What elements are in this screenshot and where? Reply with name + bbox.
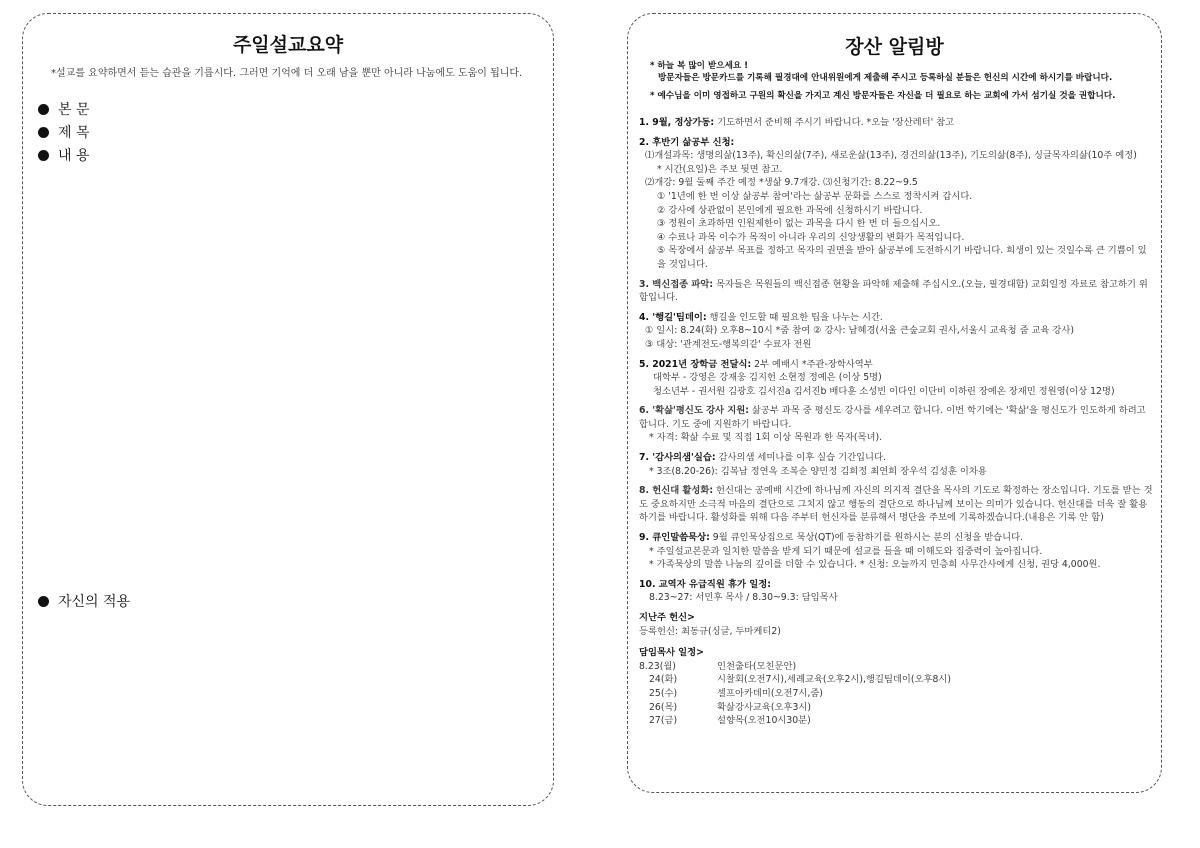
item-line: ⑴개설과목: 생명의삶(13주), 확신의삶(7주), 새로운삶(13주), 경건의삶(13주), 기도의삶(8주), 싱글목자의삶(10주 예정) [645,150,1137,162]
item-text: 삶공부 과목 중 평신도 강사를 세우려고 합니다. 이번 학기에는 '확삶'을 평신도가 인도하게 하려고 합니다. 기도 중에 지원하기 바랍니다. [639,405,1146,430]
announcement-item [639,358,1154,399]
item-line: ① 일시: 8.24(화) 오후8~10시 *줌 참여 ② 강사: 남혜경(서울 큰숲교회 권사,서울시 교육청 줌 교육 강사) [645,325,1075,337]
item-heading: 6. '확삶'평신도 강사 지원: [639,405,749,417]
offering-heading: 지난주 헌신> [639,612,695,623]
greeting-line: * 하늘 복 많이 받으세요 ! [650,61,749,71]
offering-section [639,611,1154,638]
bullet-dot-icon [38,104,49,115]
schedule-row [639,687,1154,701]
sermon-summary-note: *설교를 요약하면서 듣는 습관을 기릅시다. 그러면 기억에 더 오래 남을 뿐만 아니라 나눔에도 도움이 됩니다. [51,68,523,79]
item-text: 목자들은 목원들의 백신접종 현황을 파악해 제출해 주십시오.(오늘, 필경대함) 교회일정 자료로 참고하기 위함입니다. [639,278,1148,304]
pastor-schedule [639,646,1154,728]
announcement-item [639,116,1154,130]
schedule-event: 시찰회(오전7시),세례교육(오후2시),행길팀데이(오후8시) [717,674,952,686]
schedule-event: 확삶강사교육(오후3시) [717,701,811,713]
item-line: * 3조(8.20-26): 김복남 정연옥 조복순 양민정 김희정 최연희 장우석 김성훈 이차용 [649,465,987,477]
item-line: * 시간(요일)은 주보 뒷면 참고. [657,163,783,175]
announcement-list [639,116,1154,728]
schedule-event: 셀프아카데미(오전7시,줌) [717,687,823,699]
believer-notice: * 예수님을 이미 영접하고 구원의 확신을 가지고 계신 방문자들은 자신을 더 필요로 하는 교회에 가서 섬기실 것을 권합니다. [650,91,1116,101]
item-text: 2부 예배시 *주관-장학사역부 [751,358,873,370]
item-heading: 5. 2021년 장학금 전달식: [639,358,752,370]
bullet-label: 내 용 [58,148,90,164]
schedule-date: 8.23(월) [639,660,676,672]
bullet-label: 제 목 [58,125,90,141]
announcement-item [639,578,1154,605]
item-line: 청소년부 - 권서원 김광호 김서진a 김서진b 배다훈 소성빈 이다인 이단비 이하린 장예온 장재민 정원영(이상 12명) [653,385,1115,397]
bullet-label: 자신의 적용 [58,594,131,610]
bullet-dot-icon [38,127,49,138]
item-text: 9월 큐인묵상집으로 묵상(QT)에 동참하기를 원하시는 분의 신청을 받습니다. [709,532,1024,544]
item-line: * 주일설교본문과 일치한 말씀을 받게 되기 때문에 설교를 들을 때 이해도와 집중력이 높아집니다. [649,545,1043,557]
bullet-label: 본 문 [58,102,90,118]
schedule-row [639,701,1154,715]
item-heading: 10. 교역자 유급직원 휴가 일정: [639,578,771,590]
bullet-application [38,591,130,611]
schedule-date: 25(수) [649,687,678,699]
item-text: 헌신대는 공예배 시간에 하나님께 자신의 의지적 결단을 목사의 기도로 확정하는 장소입니다. 기도를 받는 것도 중요하지만 소극적 마음의 결단으로 그치지 않고 행동의 결단으로 하나님께 보이는 의미가 있습니다. 헌신대를 더욱 잘 활용하기를 바랍니다. 활성화를 위해 다음 주부터 헌신자를 분류해서 명단을 주보에 기록하겠습니다.(내용은 기록 안 함) [639,485,1153,524]
sermon-summary-panel [22,13,554,806]
bullet-title [38,122,90,142]
bullet-scripture [38,99,90,119]
item-text: 감사의샘 세미나를 이후 실습 기간입니다. [715,452,886,464]
item-text: 행길을 인도할 때 필요한 팁을 나누는 시간. [706,311,883,323]
announcement-item [639,531,1154,572]
item-heading: 8. 헌신대 활성화: [639,485,714,497]
schedule-event: 인천출타(모친문안) [717,660,797,672]
schedule-row [639,660,1154,674]
item-heading: 3. 백신접종 파악: [639,278,714,290]
schedule-row [639,714,1154,728]
announcement-item [639,311,1154,352]
announcement-item [639,484,1154,525]
item-line: ④ 수료나 과목 이수가 목적이 아니라 우리의 신앙생활의 변화가 목적입니다. [657,231,965,243]
item-heading: 9. 큐인말씀묵상: [639,532,710,544]
announcements-panel [627,13,1162,793]
item-heading: 7. '감사의샘'실습: [639,452,716,464]
item-heading: 4. '행길'팀데이: [639,311,707,323]
bullet-dot-icon [38,150,49,161]
announcement-item [639,136,1154,272]
bullet-content [38,145,90,165]
schedule-row [639,673,1154,687]
announcement-item [639,451,1154,478]
visitor-card-line: 방문자들은 방문카드를 기록해 필경대에 안내위원에게 제출해 주시고 등록하실 분들은 헌신의 시간에 하시기를 바랍니다. [658,73,1113,83]
item-heading: 1. 9월, 정상가동: [639,117,715,128]
item-line: ⑵개강: 9월 둘째 주간 예정 *생삶 9.7개강. ⑶신청기간: 8.22~9.5 [645,177,918,189]
item-line: * 자격: 확삶 수료 및 직접 1회 이상 목원과 한 목자(목녀). [649,432,883,444]
item-line: ② 강사에 상관없이 본인에게 필요한 과목에 신청하시기 바랍니다. [657,204,923,216]
item-line: ⑤ 목장에서 삶공부 목표를 정하고 목자의 권면을 받아 삶공부에 도전하시기 바랍니다. 희생이 있는 것일수록 큰 기쁨이 있을 것입니다. [657,245,1147,270]
item-line: ③ 대상: '관계전도-행복의같' 수료자 전원 [645,338,812,350]
schedule-date: 27(금) [649,715,678,727]
item-line: 대학부 - 강영은 강재웅 김지헌 소현정 정예은 (이상 5명) [653,372,882,384]
announcement-item [639,278,1154,305]
announcements-title: 장산 알림방 [845,36,944,58]
item-heading: 2. 후반기 삶공부 신청: [639,136,735,148]
item-line: ③ 정원이 초과하면 인원제한이 없는 과목을 다시 한 번 더 들으십시오. [657,218,941,230]
item-line: 8.23~27: 서민후 목사 / 8.30~9.3: 담임목사 [649,592,838,604]
item-line: * 가족묵상의 말씀 나눔의 깊이를 더할 수 있습니다. * 신청: 오늘까지 민층희 사무간사에게 신청, 권당 4,000원. [649,559,1101,571]
schedule-date: 24(화) [649,674,678,686]
item-text: 기도하면서 준비해 주시기 바랍니다. *오늘 '장산레터' 참고 [714,117,955,128]
item-line: ① '1년에 한 번 이상 삶공부 참여'라는 삶공부 문화를 스스로 정착시켜 갑시다. [657,190,973,202]
schedule-date: 26(목) [649,701,678,713]
bullet-dot-icon [38,596,49,607]
sermon-summary-title: 주일설교요약 [232,34,344,56]
offering-text: 등록헌신: 최동규(싱글, 두마케티2) [639,625,781,637]
schedule-event: 설향목(오전10시30분) [717,715,811,727]
visitor-notice [640,60,1150,84]
announcement-item [639,404,1154,445]
schedule-heading: 담임목사 일정> [639,647,704,659]
